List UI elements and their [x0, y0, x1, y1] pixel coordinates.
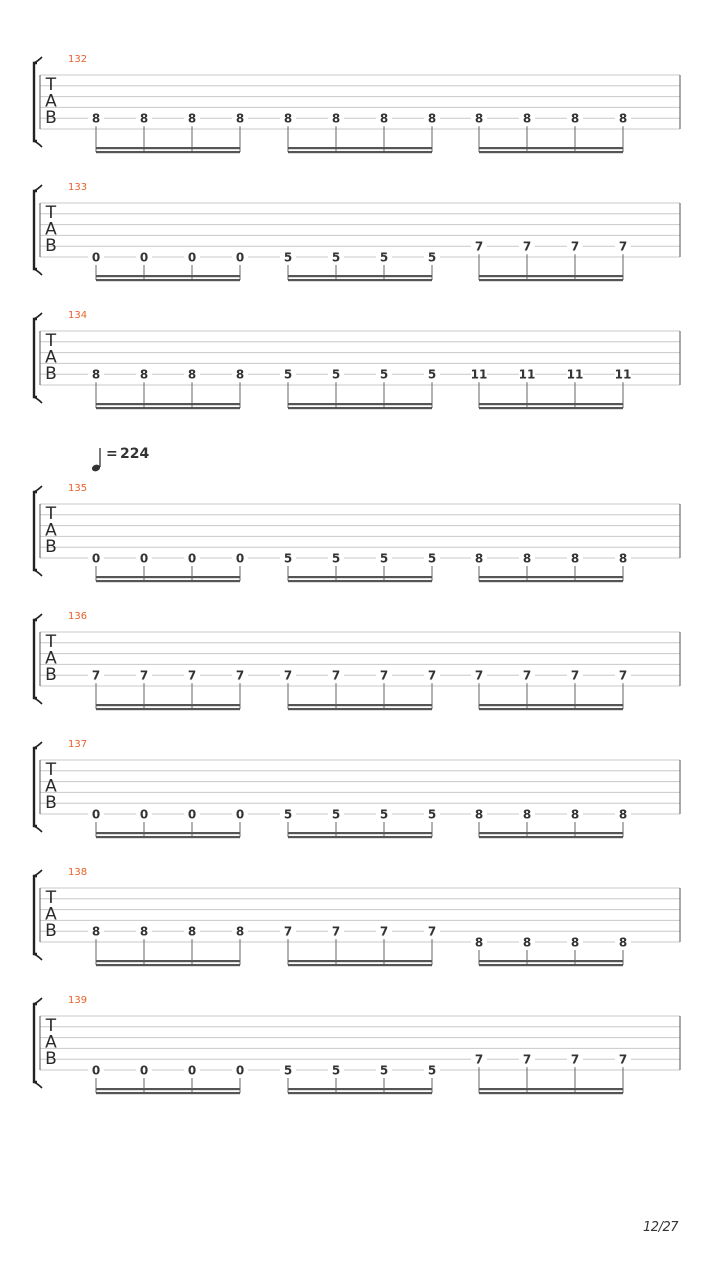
- fret-number: 8: [331, 111, 341, 126]
- beam-primary: [288, 275, 432, 277]
- fret-number: 11: [518, 367, 536, 382]
- measure-number: 134: [68, 310, 88, 321]
- tab-clef-letter: A: [45, 648, 57, 669]
- fret-number: 5: [331, 250, 341, 265]
- fret-number: 11: [470, 367, 488, 382]
- tab-clef-letter: T: [45, 331, 57, 351]
- fret-number: 0: [235, 1063, 245, 1078]
- fret-number: 7: [283, 668, 293, 683]
- fret-number: 7: [331, 668, 341, 683]
- fret-number: 8: [618, 935, 628, 950]
- fret-number: 7: [522, 668, 532, 683]
- beam-primary: [96, 275, 240, 277]
- beam-primary: [96, 1088, 240, 1090]
- tab-clef-letter: T: [45, 632, 57, 652]
- beam-secondary: [288, 964, 432, 966]
- tab-clef-letter: A: [45, 776, 57, 797]
- fret-number: 8: [618, 551, 628, 566]
- fret-number: 5: [427, 551, 437, 566]
- tab-clef-letter: T: [45, 760, 57, 780]
- fret-number: 5: [283, 551, 293, 566]
- fret-number: 8: [235, 111, 245, 126]
- fret-number: 8: [91, 111, 101, 126]
- system-bracket: [34, 876, 37, 954]
- system-bracket: [34, 63, 37, 141]
- fret-number: 8: [187, 111, 197, 126]
- measure-number: 135: [68, 483, 88, 494]
- fret-number: 8: [522, 551, 532, 566]
- tab-clef-letter: A: [45, 347, 57, 368]
- fret-number: 5: [379, 807, 389, 822]
- fret-number: 7: [474, 239, 484, 254]
- fret-number: 0: [235, 807, 245, 822]
- system-bracket: [34, 492, 37, 570]
- beam-secondary: [96, 708, 240, 710]
- beam-secondary: [96, 407, 240, 409]
- fret-number: 7: [618, 1052, 628, 1067]
- measure-number: 139: [68, 995, 88, 1006]
- fret-number: 5: [283, 367, 293, 382]
- system-bracket: [34, 191, 37, 269]
- system-bracket: [34, 1004, 37, 1082]
- beam-secondary: [479, 1092, 623, 1094]
- beam-secondary: [479, 708, 623, 710]
- fret-number: 7: [331, 924, 341, 939]
- fret-number: 5: [379, 250, 389, 265]
- fret-number: 0: [139, 551, 149, 566]
- tab-clef-letter: B: [45, 793, 57, 813]
- bracket-top-hook: [34, 486, 42, 492]
- beam-primary: [479, 147, 623, 149]
- fret-number: 5: [379, 367, 389, 382]
- beam-secondary: [96, 964, 240, 966]
- beam-secondary: [479, 836, 623, 838]
- bracket-top-hook: [34, 998, 42, 1004]
- fret-number: 7: [570, 668, 580, 683]
- measure-number: 133: [68, 182, 88, 193]
- bracket-bottom-hook: [34, 141, 42, 147]
- tab-clef-letter: T: [45, 504, 57, 524]
- measure-number: 132: [68, 54, 88, 65]
- fret-number: 7: [379, 668, 389, 683]
- fret-number: 8: [91, 924, 101, 939]
- fret-number: 5: [379, 1063, 389, 1078]
- fret-number: 8: [474, 111, 484, 126]
- beam-primary: [479, 960, 623, 962]
- bracket-bottom-hook: [34, 826, 42, 832]
- fret-number: 0: [139, 1063, 149, 1078]
- beam-primary: [288, 704, 432, 706]
- fret-number: 7: [91, 668, 101, 683]
- beam-primary: [96, 576, 240, 578]
- fret-number: 7: [283, 924, 293, 939]
- fret-number: 8: [570, 551, 580, 566]
- beam-secondary: [288, 580, 432, 582]
- fret-number: 7: [187, 668, 197, 683]
- measure-number: 138: [68, 867, 88, 878]
- fret-number: 0: [91, 1063, 101, 1078]
- fret-number: 8: [91, 367, 101, 382]
- fret-number: 0: [139, 250, 149, 265]
- tab-clef-letter: A: [45, 904, 57, 925]
- beam-primary: [96, 147, 240, 149]
- beam-primary: [96, 832, 240, 834]
- fret-number: 8: [139, 924, 149, 939]
- beam-primary: [479, 1088, 623, 1090]
- fret-number: 7: [235, 668, 245, 683]
- beam-secondary: [96, 836, 240, 838]
- fret-number: 8: [427, 111, 437, 126]
- fret-number: 7: [570, 239, 580, 254]
- tab-clef-letter: B: [45, 921, 57, 941]
- beam-secondary: [96, 580, 240, 582]
- fret-number: 8: [618, 111, 628, 126]
- fret-number: 11: [566, 367, 584, 382]
- bracket-top-hook: [34, 870, 42, 876]
- tab-clef-letter: A: [45, 1032, 57, 1053]
- fret-number: 8: [235, 367, 245, 382]
- tab-clef-letter: B: [45, 236, 57, 256]
- measure-number: 137: [68, 739, 88, 750]
- fret-number: 0: [187, 551, 197, 566]
- tab-clef-letter: A: [45, 520, 57, 541]
- fret-number: 8: [139, 367, 149, 382]
- fret-number: 7: [474, 668, 484, 683]
- tab-clef-letter: T: [45, 75, 57, 95]
- beam-secondary: [288, 407, 432, 409]
- fret-number: 5: [283, 1063, 293, 1078]
- tempo-bpm: 224: [120, 446, 150, 462]
- fret-number: 8: [522, 111, 532, 126]
- tab-clef-letter: A: [45, 219, 57, 240]
- fret-number: 5: [427, 1063, 437, 1078]
- beam-secondary: [479, 407, 623, 409]
- fret-number: 8: [283, 111, 293, 126]
- bracket-bottom-hook: [34, 954, 42, 960]
- fret-number: 8: [187, 367, 197, 382]
- beam-secondary: [96, 279, 240, 281]
- fret-number: 0: [187, 250, 197, 265]
- fret-number: 0: [91, 551, 101, 566]
- fret-number: 7: [379, 924, 389, 939]
- beam-secondary: [96, 151, 240, 153]
- beam-primary: [479, 576, 623, 578]
- fret-number: 7: [522, 239, 532, 254]
- fret-number: 8: [570, 111, 580, 126]
- fret-number: 7: [570, 1052, 580, 1067]
- beam-primary: [288, 1088, 432, 1090]
- fret-number: 8: [474, 551, 484, 566]
- beam-primary: [479, 832, 623, 834]
- tab-clef-letter: T: [45, 1016, 57, 1036]
- fret-number: 0: [235, 551, 245, 566]
- beam-secondary: [288, 836, 432, 838]
- beam-secondary: [479, 964, 623, 966]
- beam-secondary: [479, 580, 623, 582]
- beam-primary: [479, 403, 623, 405]
- fret-number: 7: [427, 668, 437, 683]
- fret-number: 8: [618, 807, 628, 822]
- beam-primary: [288, 147, 432, 149]
- beam-secondary: [96, 1092, 240, 1094]
- fret-number: 5: [283, 807, 293, 822]
- system-bracket: [34, 748, 37, 826]
- beam-primary: [479, 275, 623, 277]
- fret-number: 8: [474, 807, 484, 822]
- measure-number: 136: [68, 611, 88, 622]
- beam-primary: [96, 403, 240, 405]
- bracket-bottom-hook: [34, 269, 42, 275]
- fret-number: 8: [379, 111, 389, 126]
- beam-secondary: [288, 708, 432, 710]
- bracket-top-hook: [34, 614, 42, 620]
- fret-number: 0: [139, 807, 149, 822]
- fret-number: 7: [618, 668, 628, 683]
- fret-number: 5: [379, 551, 389, 566]
- beam-primary: [96, 704, 240, 706]
- beam-secondary: [479, 151, 623, 153]
- beam-primary: [479, 704, 623, 706]
- fret-number: 5: [331, 551, 341, 566]
- fret-number: 8: [187, 924, 197, 939]
- fret-number: 7: [618, 239, 628, 254]
- fret-number: 0: [187, 1063, 197, 1078]
- fret-number: 0: [235, 250, 245, 265]
- tab-clef-letter: B: [45, 537, 57, 557]
- tab-clef-letter: B: [45, 364, 57, 384]
- beam-primary: [96, 960, 240, 962]
- tab-clef-letter: B: [45, 108, 57, 128]
- bracket-bottom-hook: [34, 698, 42, 704]
- fret-number: 8: [139, 111, 149, 126]
- bracket-top-hook: [34, 185, 42, 191]
- tempo-equals: =: [106, 446, 118, 462]
- fret-number: 8: [570, 807, 580, 822]
- beam-secondary: [288, 279, 432, 281]
- fret-number: 8: [474, 935, 484, 950]
- page-number: 12/27: [643, 1220, 678, 1235]
- beam-secondary: [479, 279, 623, 281]
- bracket-top-hook: [34, 742, 42, 748]
- tab-clef-letter: A: [45, 91, 57, 112]
- fret-number: 8: [522, 807, 532, 822]
- tab-clef-letter: T: [45, 888, 57, 908]
- bracket-bottom-hook: [34, 397, 42, 403]
- beam-secondary: [288, 151, 432, 153]
- fret-number: 0: [187, 807, 197, 822]
- fret-number: 8: [522, 935, 532, 950]
- bracket-top-hook: [34, 313, 42, 319]
- beam-primary: [288, 832, 432, 834]
- fret-number: 5: [427, 807, 437, 822]
- beam-primary: [288, 576, 432, 578]
- beam-secondary: [288, 1092, 432, 1094]
- fret-number: 0: [91, 807, 101, 822]
- fret-number: 5: [427, 367, 437, 382]
- beam-primary: [288, 403, 432, 405]
- beam-primary: [288, 960, 432, 962]
- fret-number: 5: [331, 807, 341, 822]
- fret-number: 7: [474, 1052, 484, 1067]
- bracket-bottom-hook: [34, 1082, 42, 1088]
- system-bracket: [34, 319, 37, 397]
- fret-number: 8: [235, 924, 245, 939]
- bracket-top-hook: [34, 57, 42, 63]
- tab-clef-letter: T: [45, 203, 57, 223]
- fret-number: 0: [91, 250, 101, 265]
- fret-number: 5: [427, 250, 437, 265]
- fret-number: 5: [331, 1063, 341, 1078]
- fret-number: 11: [614, 367, 632, 382]
- tab-clef-letter: B: [45, 665, 57, 685]
- fret-number: 5: [331, 367, 341, 382]
- bracket-bottom-hook: [34, 570, 42, 576]
- fret-number: 5: [283, 250, 293, 265]
- fret-number: 7: [522, 1052, 532, 1067]
- system-bracket: [34, 620, 37, 698]
- fret-number: 8: [570, 935, 580, 950]
- fret-number: 7: [427, 924, 437, 939]
- tab-clef-letter: B: [45, 1049, 57, 1069]
- fret-number: 7: [139, 668, 149, 683]
